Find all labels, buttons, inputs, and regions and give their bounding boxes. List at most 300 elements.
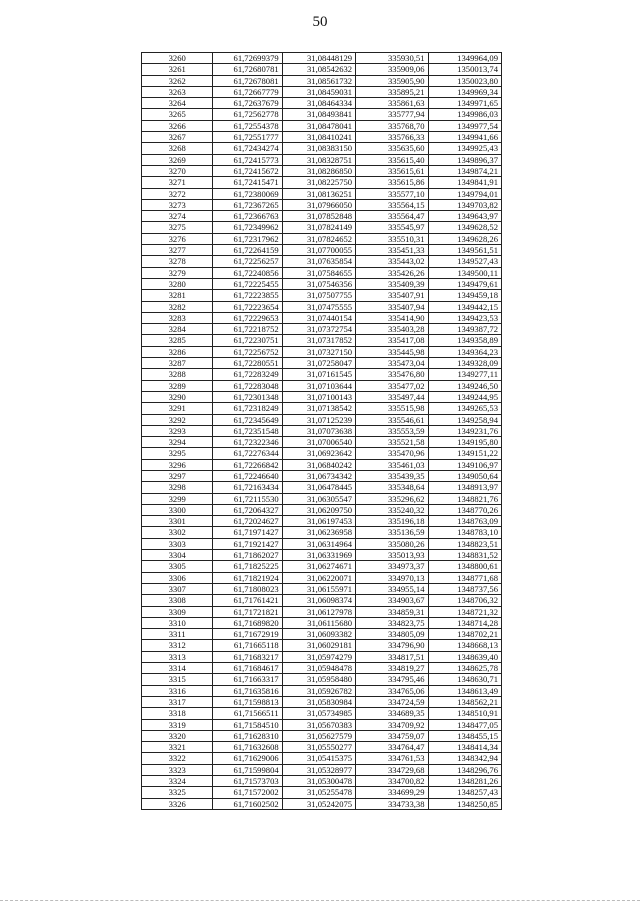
y-coordinate-cell: 1348342,94	[428, 753, 501, 764]
latitude-cell: 61,71663317	[213, 674, 282, 685]
table-row	[142, 245, 502, 256]
latitude-cell: 61,71862027	[213, 550, 282, 561]
point-number-cell: 3269	[142, 154, 213, 165]
x-coordinate-cell: 335510,31	[356, 233, 428, 244]
longitude-cell: 31,08464334	[282, 98, 355, 109]
table-row	[142, 493, 502, 504]
y-coordinate-cell: 1349358,89	[428, 335, 501, 346]
y-coordinate-cell: 1350013,74	[428, 64, 501, 75]
point-number-cell: 3278	[142, 256, 213, 267]
x-coordinate-cell: 335196,18	[356, 516, 428, 527]
table-row	[142, 685, 502, 696]
longitude-cell: 31,05242075	[282, 798, 355, 809]
table-row	[142, 583, 502, 594]
x-coordinate-cell: 334795,46	[356, 674, 428, 685]
table-row	[142, 75, 502, 86]
latitude-cell: 61,72256752	[213, 346, 282, 357]
y-coordinate-cell: 1348770,26	[428, 504, 501, 515]
x-coordinate-cell: 335403,28	[356, 324, 428, 335]
latitude-cell: 61,71821924	[213, 572, 282, 583]
longitude-cell: 31,07824149	[282, 222, 355, 233]
x-coordinate-cell: 335080,26	[356, 538, 428, 549]
y-coordinate-cell: 1348625,78	[428, 663, 501, 674]
table-row	[142, 324, 502, 335]
x-coordinate-cell: 335546,61	[356, 414, 428, 425]
longitude-cell: 31,05670383	[282, 719, 355, 730]
latitude-cell: 61,72699379	[213, 53, 282, 64]
point-number-cell: 3313	[142, 651, 213, 662]
y-coordinate-cell: 1348771,68	[428, 572, 501, 583]
table-row	[142, 53, 502, 64]
latitude-cell: 61,71584510	[213, 719, 282, 730]
table-row	[142, 188, 502, 199]
table-row	[142, 290, 502, 301]
longitude-cell: 31,07006540	[282, 437, 355, 448]
x-coordinate-cell: 335861,63	[356, 98, 428, 109]
latitude-cell: 61,72349962	[213, 222, 282, 233]
longitude-cell: 31,08561732	[282, 75, 355, 86]
table-row	[142, 617, 502, 628]
y-coordinate-cell: 1349794,01	[428, 188, 501, 199]
point-number-cell: 3307	[142, 583, 213, 594]
table-row	[142, 516, 502, 527]
point-number-cell: 3288	[142, 369, 213, 380]
table-row	[142, 301, 502, 312]
longitude-cell: 31,07475555	[282, 301, 355, 312]
latitude-cell: 61,72115530	[213, 493, 282, 504]
longitude-cell: 31,08328751	[282, 154, 355, 165]
table-row	[142, 165, 502, 176]
x-coordinate-cell: 334970,13	[356, 572, 428, 583]
point-number-cell: 3292	[142, 414, 213, 425]
table-row	[142, 606, 502, 617]
latitude-cell: 61,72246640	[213, 470, 282, 481]
x-coordinate-cell: 335515,98	[356, 403, 428, 414]
table-row	[142, 358, 502, 369]
point-number-cell: 3284	[142, 324, 213, 335]
y-coordinate-cell: 1349500,11	[428, 267, 501, 278]
x-coordinate-cell: 335407,94	[356, 301, 428, 312]
point-number-cell: 3271	[142, 177, 213, 188]
x-coordinate-cell: 335577,10	[356, 188, 428, 199]
y-coordinate-cell: 1348477,05	[428, 719, 501, 730]
x-coordinate-cell: 335417,08	[356, 335, 428, 346]
latitude-cell: 61,72667779	[213, 86, 282, 97]
y-coordinate-cell: 1349050,64	[428, 470, 501, 481]
y-coordinate-cell: 1348296,76	[428, 764, 501, 775]
longitude-cell: 31,05830984	[282, 696, 355, 707]
x-coordinate-cell: 335426,26	[356, 267, 428, 278]
latitude-cell: 61,72554378	[213, 120, 282, 131]
point-number-cell: 3263	[142, 86, 213, 97]
point-number-cell: 3277	[142, 245, 213, 256]
y-coordinate-cell: 1348737,56	[428, 583, 501, 594]
table-row	[142, 132, 502, 143]
latitude-cell: 61,71761421	[213, 595, 282, 606]
y-coordinate-cell: 1349561,51	[428, 245, 501, 256]
latitude-cell: 61,72434274	[213, 143, 282, 154]
point-number-cell: 3293	[142, 425, 213, 436]
y-coordinate-cell: 1349459,18	[428, 290, 501, 301]
longitude-cell: 31,08225750	[282, 177, 355, 188]
x-coordinate-cell: 335013,93	[356, 550, 428, 561]
point-number-cell: 3291	[142, 403, 213, 414]
x-coordinate-cell: 335905,90	[356, 75, 428, 86]
y-coordinate-cell: 1350023,80	[428, 75, 501, 86]
x-coordinate-cell: 335909,06	[356, 64, 428, 75]
y-coordinate-cell: 1348639,40	[428, 651, 501, 662]
point-number-cell: 3287	[142, 358, 213, 369]
latitude-cell: 61,72637679	[213, 98, 282, 109]
x-coordinate-cell: 334724,59	[356, 696, 428, 707]
x-coordinate-cell: 335564,15	[356, 199, 428, 210]
longitude-cell: 31,08286850	[282, 165, 355, 176]
longitude-cell: 31,07507755	[282, 290, 355, 301]
latitude-cell: 61,72218752	[213, 324, 282, 335]
longitude-cell: 31,06115680	[282, 617, 355, 628]
x-coordinate-cell: 334955,14	[356, 583, 428, 594]
x-coordinate-cell: 335476,80	[356, 369, 428, 380]
point-number-cell: 3276	[142, 233, 213, 244]
point-number-cell: 3260	[142, 53, 213, 64]
point-number-cell: 3317	[142, 696, 213, 707]
point-number-cell: 3326	[142, 798, 213, 809]
x-coordinate-cell: 334729,68	[356, 764, 428, 775]
longitude-cell: 31,06098374	[282, 595, 355, 606]
point-number-cell: 3318	[142, 708, 213, 719]
y-coordinate-cell: 1349986,03	[428, 109, 501, 120]
point-number-cell: 3316	[142, 685, 213, 696]
y-coordinate-cell: 1348455,15	[428, 730, 501, 741]
x-coordinate-cell: 335615,40	[356, 154, 428, 165]
table-row	[142, 708, 502, 719]
latitude-cell: 61,72266842	[213, 459, 282, 470]
latitude-cell: 61,71599804	[213, 764, 282, 775]
point-number-cell: 3296	[142, 459, 213, 470]
longitude-cell: 31,08478041	[282, 120, 355, 131]
x-coordinate-cell: 335240,32	[356, 504, 428, 515]
y-coordinate-cell: 1349643,97	[428, 211, 501, 222]
x-coordinate-cell: 334903,67	[356, 595, 428, 606]
table-row	[142, 448, 502, 459]
y-coordinate-cell: 1349527,43	[428, 256, 501, 267]
y-coordinate-cell: 1349258,94	[428, 414, 501, 425]
longitude-cell: 31,06923642	[282, 448, 355, 459]
table-row	[142, 504, 502, 515]
x-coordinate-cell: 335521,58	[356, 437, 428, 448]
x-coordinate-cell: 334819,27	[356, 663, 428, 674]
table-row	[142, 391, 502, 402]
point-number-cell: 3270	[142, 165, 213, 176]
latitude-cell: 61,72240856	[213, 267, 282, 278]
latitude-cell: 61,71635816	[213, 685, 282, 696]
table-row	[142, 527, 502, 538]
latitude-cell: 61,71629006	[213, 753, 282, 764]
longitude-cell: 31,07440154	[282, 312, 355, 323]
longitude-cell: 31,07100143	[282, 391, 355, 402]
longitude-cell: 31,07327150	[282, 346, 355, 357]
table-row	[142, 459, 502, 470]
table-row	[142, 278, 502, 289]
latitude-cell: 61,72562778	[213, 109, 282, 120]
point-number-cell: 3267	[142, 132, 213, 143]
y-coordinate-cell: 1348510,91	[428, 708, 501, 719]
table-row	[142, 776, 502, 787]
latitude-cell: 61,72283048	[213, 380, 282, 391]
longitude-cell: 31,06314964	[282, 538, 355, 549]
x-coordinate-cell: 334765,06	[356, 685, 428, 696]
table-row	[142, 696, 502, 707]
longitude-cell: 31,06029181	[282, 640, 355, 651]
table-row	[142, 312, 502, 323]
latitude-cell: 61,72551777	[213, 132, 282, 143]
table-row	[142, 177, 502, 188]
point-number-cell: 3289	[142, 380, 213, 391]
y-coordinate-cell: 1348706,32	[428, 595, 501, 606]
longitude-cell: 31,07258047	[282, 358, 355, 369]
table-row	[142, 719, 502, 730]
point-number-cell: 3283	[142, 312, 213, 323]
x-coordinate-cell: 335470,96	[356, 448, 428, 459]
point-number-cell: 3301	[142, 516, 213, 527]
y-coordinate-cell: 1349244,95	[428, 391, 501, 402]
x-coordinate-cell: 335615,61	[356, 165, 428, 176]
point-number-cell: 3266	[142, 120, 213, 131]
x-coordinate-cell: 334805,09	[356, 629, 428, 640]
x-coordinate-cell: 335409,39	[356, 278, 428, 289]
point-number-cell: 3298	[142, 482, 213, 493]
point-number-cell: 3311	[142, 629, 213, 640]
table-row	[142, 764, 502, 775]
longitude-cell: 31,08448129	[282, 53, 355, 64]
table-row	[142, 753, 502, 764]
point-number-cell: 3305	[142, 561, 213, 572]
coordinates-table-body	[142, 53, 502, 810]
table-row	[142, 403, 502, 414]
x-coordinate-cell: 335473,04	[356, 358, 428, 369]
x-coordinate-cell: 334689,35	[356, 708, 428, 719]
table-row	[142, 437, 502, 448]
x-coordinate-cell: 335545,97	[356, 222, 428, 233]
latitude-cell: 61,71684617	[213, 663, 282, 674]
longitude-cell: 31,06305547	[282, 493, 355, 504]
y-coordinate-cell: 1349925,43	[428, 143, 501, 154]
latitude-cell: 61,72318249	[213, 403, 282, 414]
y-coordinate-cell: 1349387,72	[428, 324, 501, 335]
point-number-cell: 3297	[142, 470, 213, 481]
latitude-cell: 61,71825225	[213, 561, 282, 572]
y-coordinate-cell: 1349971,65	[428, 98, 501, 109]
latitude-cell: 61,72301348	[213, 391, 282, 402]
latitude-cell: 61,72351548	[213, 425, 282, 436]
y-coordinate-cell: 1348800,61	[428, 561, 501, 572]
table-row	[142, 595, 502, 606]
point-number-cell: 3265	[142, 109, 213, 120]
x-coordinate-cell: 335414,90	[356, 312, 428, 323]
table-row	[142, 256, 502, 267]
y-coordinate-cell: 1348721,32	[428, 606, 501, 617]
longitude-cell: 31,06236958	[282, 527, 355, 538]
point-number-cell: 3262	[142, 75, 213, 86]
x-coordinate-cell: 335443,02	[356, 256, 428, 267]
longitude-cell: 31,06734342	[282, 470, 355, 481]
page-footer-line	[0, 890, 640, 901]
table-row	[142, 233, 502, 244]
x-coordinate-cell: 335777,94	[356, 109, 428, 120]
y-coordinate-cell: 1349265,53	[428, 403, 501, 414]
y-coordinate-cell: 1348821,76	[428, 493, 501, 504]
latitude-cell: 61,72322346	[213, 437, 282, 448]
longitude-cell: 31,06478445	[282, 482, 355, 493]
point-number-cell: 3279	[142, 267, 213, 278]
y-coordinate-cell: 1348783,10	[428, 527, 501, 538]
latitude-cell: 61,71665118	[213, 640, 282, 651]
table-row	[142, 742, 502, 753]
y-coordinate-cell: 1348702,21	[428, 629, 501, 640]
table-row	[142, 414, 502, 425]
longitude-cell: 31,08459031	[282, 86, 355, 97]
x-coordinate-cell: 335497,44	[356, 391, 428, 402]
point-number-cell: 3302	[142, 527, 213, 538]
point-number-cell: 3272	[142, 188, 213, 199]
latitude-cell: 61,72256257	[213, 256, 282, 267]
point-number-cell: 3309	[142, 606, 213, 617]
longitude-cell: 31,07546356	[282, 278, 355, 289]
y-coordinate-cell: 1348257,43	[428, 787, 501, 798]
longitude-cell: 31,06331969	[282, 550, 355, 561]
y-coordinate-cell: 1348714,28	[428, 617, 501, 628]
longitude-cell: 31,05948478	[282, 663, 355, 674]
table-row	[142, 629, 502, 640]
point-number-cell: 3281	[142, 290, 213, 301]
latitude-cell: 61,71808023	[213, 583, 282, 594]
table-row	[142, 335, 502, 346]
y-coordinate-cell: 1349874,21	[428, 165, 501, 176]
latitude-cell: 61,71683217	[213, 651, 282, 662]
y-coordinate-cell: 1349364,23	[428, 346, 501, 357]
latitude-cell: 61,72367265	[213, 199, 282, 210]
latitude-cell: 61,72283249	[213, 369, 282, 380]
x-coordinate-cell: 334700,82	[356, 776, 428, 787]
point-number-cell: 3264	[142, 98, 213, 109]
table-row	[142, 369, 502, 380]
table-row	[142, 380, 502, 391]
longitude-cell: 31,05958480	[282, 674, 355, 685]
latitude-cell: 61,72024627	[213, 516, 282, 527]
table-row	[142, 98, 502, 109]
point-number-cell: 3294	[142, 437, 213, 448]
latitude-cell: 61,72223855	[213, 290, 282, 301]
table-row	[142, 798, 502, 809]
longitude-cell: 31,07103644	[282, 380, 355, 391]
point-number-cell: 3308	[142, 595, 213, 606]
x-coordinate-cell: 335439,35	[356, 470, 428, 481]
y-coordinate-cell: 1348414,34	[428, 742, 501, 753]
latitude-cell: 61,71632608	[213, 742, 282, 753]
table-row	[142, 787, 502, 798]
longitude-cell: 31,07138542	[282, 403, 355, 414]
latitude-cell: 61,72678081	[213, 75, 282, 86]
longitude-cell: 31,08542632	[282, 64, 355, 75]
longitude-cell: 31,05627579	[282, 730, 355, 741]
x-coordinate-cell: 335445,98	[356, 346, 428, 357]
y-coordinate-cell: 1349195,80	[428, 437, 501, 448]
y-coordinate-cell: 1349231,76	[428, 425, 501, 436]
x-coordinate-cell: 335564,47	[356, 211, 428, 222]
x-coordinate-cell: 335348,64	[356, 482, 428, 493]
table-row	[142, 651, 502, 662]
longitude-cell: 31,05255478	[282, 787, 355, 798]
longitude-cell: 31,05300478	[282, 776, 355, 787]
table-row	[142, 538, 502, 549]
y-coordinate-cell: 1349941,66	[428, 132, 501, 143]
point-number-cell: 3325	[142, 787, 213, 798]
y-coordinate-cell: 1348913,97	[428, 482, 501, 493]
x-coordinate-cell: 334709,92	[356, 719, 428, 730]
table-row	[142, 143, 502, 154]
point-number-cell: 3319	[142, 719, 213, 730]
x-coordinate-cell: 334823,75	[356, 617, 428, 628]
latitude-cell: 61,72264159	[213, 245, 282, 256]
latitude-cell: 61,72680781	[213, 64, 282, 75]
point-number-cell: 3299	[142, 493, 213, 504]
table-row	[142, 64, 502, 75]
latitude-cell: 61,71573703	[213, 776, 282, 787]
y-coordinate-cell: 1349703,82	[428, 199, 501, 210]
table-row	[142, 663, 502, 674]
latitude-cell: 61,71672919	[213, 629, 282, 640]
x-coordinate-cell: 335930,51	[356, 53, 428, 64]
latitude-cell: 61,72380069	[213, 188, 282, 199]
x-coordinate-cell: 335296,62	[356, 493, 428, 504]
y-coordinate-cell: 1349328,09	[428, 358, 501, 369]
latitude-cell: 61,72225455	[213, 278, 282, 289]
table-row	[142, 154, 502, 165]
point-number-cell: 3322	[142, 753, 213, 764]
latitude-cell: 61,72345649	[213, 414, 282, 425]
longitude-cell: 31,05734985	[282, 708, 355, 719]
longitude-cell: 31,07317852	[282, 335, 355, 346]
latitude-cell: 61,72317962	[213, 233, 282, 244]
longitude-cell: 31,08383150	[282, 143, 355, 154]
point-number-cell: 3303	[142, 538, 213, 549]
point-number-cell: 3285	[142, 335, 213, 346]
point-number-cell: 3268	[142, 143, 213, 154]
x-coordinate-cell: 335477,02	[356, 380, 428, 391]
longitude-cell: 31,05926782	[282, 685, 355, 696]
latitude-cell: 61,72230751	[213, 335, 282, 346]
y-coordinate-cell: 1349841,91	[428, 177, 501, 188]
table-row	[142, 482, 502, 493]
latitude-cell: 61,72163434	[213, 482, 282, 493]
y-coordinate-cell: 1349442,15	[428, 301, 501, 312]
point-number-cell: 3306	[142, 572, 213, 583]
latitude-cell: 61,72276344	[213, 448, 282, 459]
x-coordinate-cell: 334764,47	[356, 742, 428, 753]
x-coordinate-cell: 334759,07	[356, 730, 428, 741]
x-coordinate-cell: 335451,33	[356, 245, 428, 256]
y-coordinate-cell: 1349628,26	[428, 233, 501, 244]
point-number-cell: 3286	[142, 346, 213, 357]
latitude-cell: 61,72229653	[213, 312, 282, 323]
longitude-cell: 31,07125239	[282, 414, 355, 425]
point-number-cell: 3295	[142, 448, 213, 459]
point-number-cell: 3282	[142, 301, 213, 312]
y-coordinate-cell: 1348831,52	[428, 550, 501, 561]
table-row	[142, 211, 502, 222]
point-number-cell: 3324	[142, 776, 213, 787]
latitude-cell: 61,71566511	[213, 708, 282, 719]
